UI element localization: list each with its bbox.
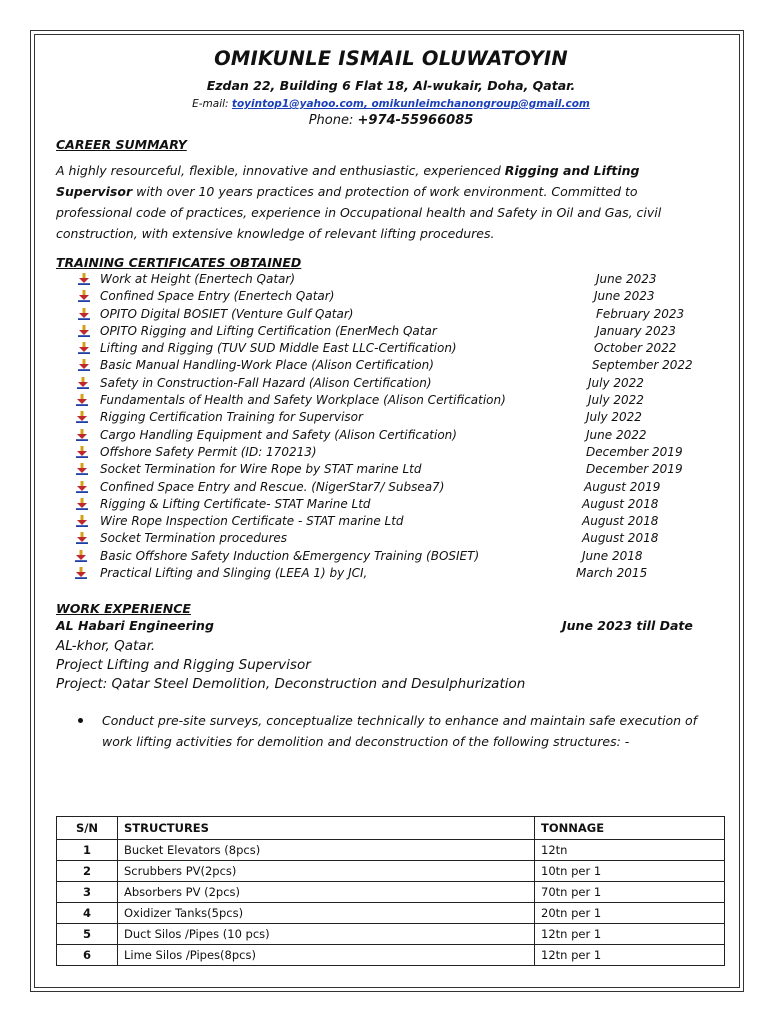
certificate-date: August 2019 (584, 479, 661, 494)
certificate-date: July 2022 (588, 393, 644, 408)
certificate-date: July 2022 (586, 410, 642, 425)
phone-number: +974-55966085 (357, 113, 474, 128)
column-header-tonnage: TONNAGE (535, 817, 725, 840)
row-sn-cell: 2 (57, 861, 118, 882)
job-role: Project Lifting and Rigging Supervisor (56, 657, 311, 674)
arrow-down-bullet-icon (78, 359, 90, 371)
certificate-item (56, 357, 726, 374)
arrow-down-bullet-icon (76, 429, 88, 441)
certificate-date: July 2022 (588, 375, 644, 390)
row-tonnage-cell: 12tn per 1 (535, 945, 725, 966)
arrow-down-bullet-icon (78, 308, 90, 320)
arrow-down-bullet-icon (78, 325, 90, 337)
candidate-name: OMIKUNLE ISMAIL OLUWATOYIN (214, 47, 568, 70)
certificate-name: Basic Manual Handling-Work Place (Alison Certification) (100, 358, 434, 373)
row-sn-cell: 4 (57, 903, 118, 924)
career-summary-text (56, 160, 701, 244)
arrow-down-bullet-icon (76, 411, 88, 423)
arrow-down-bullet-icon (76, 463, 88, 475)
certificate-item (56, 530, 726, 547)
certificate-date: August 2018 (582, 531, 659, 546)
phone-label: Phone: (308, 113, 354, 128)
row-structure-cell: Lime Silos /Pipes(8pcs) (118, 945, 535, 966)
column-header-sn: S/N (57, 817, 118, 840)
company-name: AL Habari Engineering (56, 618, 214, 634)
arrow-down-bullet-icon (76, 446, 88, 458)
row-tonnage-cell: 20tn per 1 (535, 903, 725, 924)
summary-text-role: Rigging and Lifting Supervisor (56, 163, 640, 199)
row-sn-cell: 3 (57, 882, 118, 903)
certificate-date: December 2019 (586, 462, 683, 477)
table-row (57, 882, 725, 903)
certificate-item (56, 479, 726, 496)
certificate-name: Wire Rope Inspection Certificate - STAT marine Ltd (100, 514, 404, 529)
row-tonnage-cell: 12tn (535, 840, 725, 861)
certificate-name: Lifting and Rigging (TUV SUD Middle East LLC-Certification) (100, 341, 457, 356)
certificate-item (56, 513, 726, 530)
certificate-date: October 2022 (594, 341, 677, 356)
arrow-down-bullet-icon (76, 394, 88, 406)
summary-text-rest: with over 10 years practices and protection of work environment. Committed to professional code of practices, experience in Occupational health and Safety in Oil and Gas, civil construction, with extensive knowledge of relevant lifting procedures. (56, 184, 662, 241)
arrow-down-bullet-icon (76, 515, 88, 527)
candidate-address: Ezdan 22, Building 6 Flat 18, Al-wukair, Doha, Qatar. (206, 78, 576, 93)
certificate-date: August 2018 (582, 514, 659, 529)
certificate-name: Socket Termination for Wire Rope by STAT marine Ltd (100, 462, 422, 477)
certificate-name: Fundamentals of Health and Safety Workplace (Alison Certification) (100, 393, 506, 408)
arrow-down-bullet-icon (78, 290, 90, 302)
certificate-item (56, 375, 726, 392)
certificate-date: December 2019 (586, 444, 683, 459)
certificate-item (56, 306, 726, 323)
certificate-date: February 2023 (596, 306, 685, 321)
table-header-row (57, 817, 725, 840)
row-tonnage-cell: 10tn per 1 (535, 861, 725, 882)
certificate-date: January 2023 (596, 323, 676, 338)
certificate-date: March 2015 (576, 566, 648, 581)
certificate-item (56, 548, 726, 565)
row-sn-cell: 5 (57, 924, 118, 945)
certificate-date: June 2018 (582, 548, 643, 563)
job-project: Project: Qatar Steel Demolition, Deconstruction and Desulphurization (56, 676, 526, 693)
row-structure-cell: Oxidizer Tanks(5pcs) (118, 903, 535, 924)
structures-table-body (57, 840, 725, 966)
work-experience-heading: WORK EXPERIENCE (56, 601, 191, 617)
certificate-item (56, 496, 726, 513)
certificate-item (56, 392, 726, 409)
row-sn-cell: 1 (57, 840, 118, 861)
table-row (57, 903, 725, 924)
email-label: E-mail: (192, 98, 229, 110)
career-summary-heading: CAREER SUMMARY (56, 137, 187, 152)
table-row (57, 924, 725, 945)
certificate-name: Safety in Construction-Fall Hazard (Alison Certification) (100, 375, 432, 390)
job-duty-text: Conduct pre-site surveys, conceptualize technically to enhance and maintain safe execution of work lifting activities for demolition and deconstruction of the following structures: - (102, 713, 698, 750)
certificate-name: Confined Space Entry and Rescue. (NigerStar7/ Subsea7) (100, 479, 445, 494)
table-row (57, 840, 725, 861)
certificate-date: June 2023 (596, 272, 657, 286)
job-header (56, 618, 726, 637)
certificate-name: Offshore Safety Permit (ID: 170213) (100, 444, 317, 459)
summary-text-intro: A highly resourceful, flexible, innovative and enthusiastic, experienced (56, 163, 505, 178)
structures-table (56, 816, 725, 966)
certificate-name: Rigging & Lifting Certificate- STAT Marine Ltd (100, 496, 371, 511)
certificate-name: Rigging Certification Training for Supervisor (100, 410, 363, 425)
certificate-name: Cargo Handling Equipment and Safety (Alison Certification) (100, 427, 457, 442)
table-row (57, 945, 725, 966)
resume-content (56, 44, 726, 752)
arrow-down-bullet-icon (77, 377, 89, 389)
certificate-date: September 2022 (592, 358, 693, 373)
arrow-down-bullet-icon (75, 550, 87, 562)
certificate-item (56, 565, 726, 582)
job-location: AL-khor, Qatar. (56, 638, 156, 655)
email-link[interactable]: toyintop1@yahoo.com, omikunleimchanongroup@gmail.com (231, 98, 590, 110)
row-structure-cell: Scrubbers PV(2pcs) (118, 861, 535, 882)
certificate-name: Socket Termination procedures (100, 531, 288, 546)
certificate-item (56, 427, 726, 444)
certificate-item (56, 444, 726, 461)
certificate-name: Practical Lifting and Slinging (LEEA 1) by JCI, (100, 566, 368, 581)
certificate-name: Basic Offshore Safety Induction &Emergency Training (BOSIET) (100, 548, 480, 563)
bullet-dot-icon (78, 718, 83, 723)
job-period: June 2023 till Date (562, 618, 693, 634)
column-header-structures: STRUCTURES (118, 817, 535, 840)
row-structure-cell: Duct Silos /Pipes (10 pcs) (118, 924, 535, 945)
certificate-item (56, 409, 726, 426)
row-tonnage-cell: 70tn per 1 (535, 882, 725, 903)
certificate-name: OPITO Rigging and Lifting Certification (EnerMech Qatar (100, 323, 437, 338)
phone-line (56, 112, 726, 130)
arrow-down-bullet-icon (78, 273, 90, 285)
certificate-name: Confined Space Entry (Enertech Qatar) (100, 289, 335, 304)
certificate-name: Work at Height (Enertech Qatar) (100, 272, 296, 286)
row-tonnage-cell: 12tn per 1 (535, 924, 725, 945)
arrow-down-bullet-icon (75, 567, 87, 579)
certificate-date: June 2022 (586, 427, 647, 442)
job-duty-item (56, 710, 726, 752)
certificate-item (56, 461, 726, 478)
certificate-name: OPITO Digital BOSIET (Venture Gulf Qatar) (100, 306, 354, 321)
table-row (57, 861, 725, 882)
arrow-down-bullet-icon (76, 498, 88, 510)
training-heading: TRAINING CERTIFICATES OBTAINED (56, 255, 302, 270)
training-certificates-list (56, 271, 726, 582)
certificate-date: August 2018 (582, 496, 659, 511)
row-structure-cell: Absorbers PV (2pcs) (118, 882, 535, 903)
arrow-down-bullet-icon (78, 342, 90, 354)
certificate-date: June 2023 (594, 289, 655, 304)
certificate-item (56, 323, 726, 340)
row-sn-cell: 6 (57, 945, 118, 966)
certificate-item (56, 271, 726, 288)
row-structure-cell: Bucket Elevators (8pcs) (118, 840, 535, 861)
email-line (56, 96, 726, 112)
arrow-down-bullet-icon (76, 481, 88, 493)
arrow-down-bullet-icon (76, 532, 88, 544)
certificate-item (56, 288, 726, 305)
certificate-item (56, 340, 726, 357)
